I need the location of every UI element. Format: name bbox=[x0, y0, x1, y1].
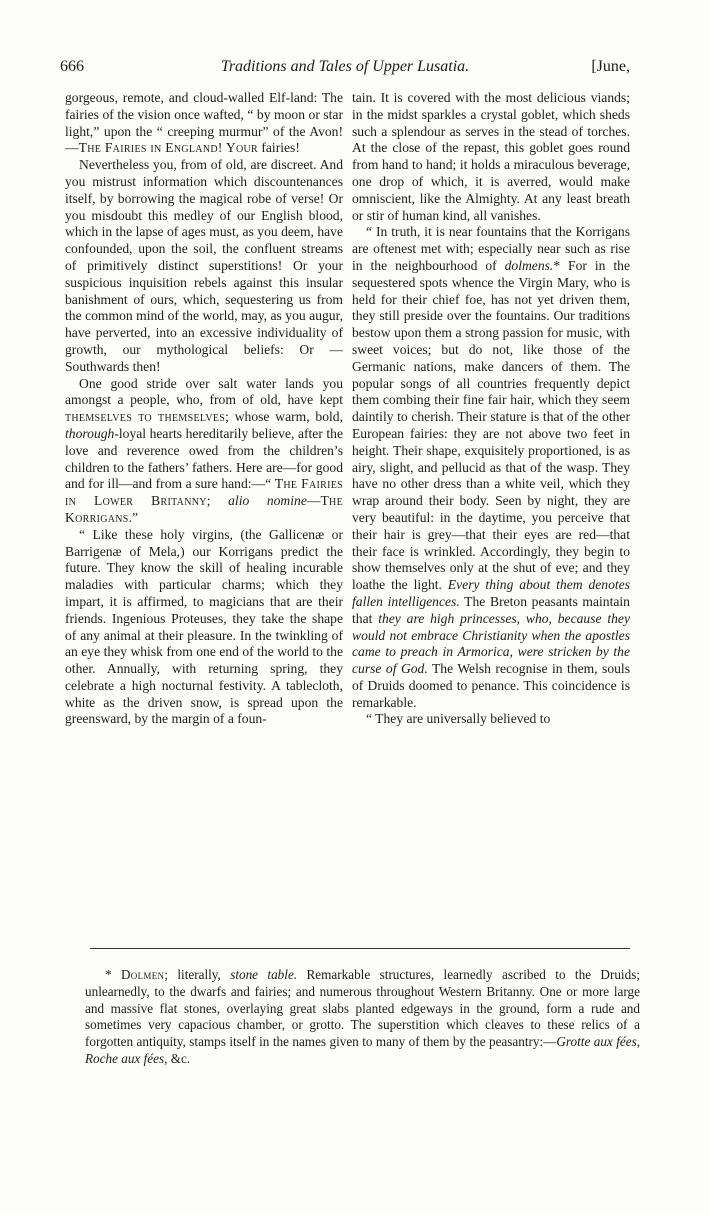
right-column bbox=[352, 90, 630, 728]
page-number: 666 bbox=[60, 58, 84, 75]
paragraph: Nevertheless you, from of old, are discreet. And you mistrust information which discountenances itself, by borrowing the magical robe of verse! Or you misdoubt this medley of our English blood, which in the lapse of ages must, as you deem, have confounded, upon the soil, the confluent streams of primitively distinct superstitions! Or your suspicious inquisition rebels against this insular banishment of ours, which, sequestering us from the common mind of the world, may, as you augur, have perverted, into an excessive individuality of growth, our mythological beliefs: Or —Southwards then! bbox=[65, 157, 343, 374]
paragraph: “ In truth, it is near fountains that the Korrigans are oftenest met with; especially near such as rise in the neighbourhood of dolmens.* For in the sequestered spots whence the Virgin Mary, who is held for their chief foe, has not yet driven them, they still preside over the fountains. Our traditions bestow upon them a strong passion for music, with sweet voices; but do not, like those of the Germanic nations, make dancers of them. The popular songs of all countries frequently depict them combing their fine fair hair, which they seem daintily to cherish. Their stature is that of the other European fairies: they are not above two feet in height. Their shape, exquisitely proportioned, is as airy, slight, and pellucid as that of the wasp. They have no other dress than a white veil, which they wrap around their body. Seen by night, they are very beautiful: in the daytime, you perceive that their hair is grey—that their eyes are red—that their face is wrinkled. Accordingly, they begin to show themselves only at the shut of eve; and they loathe the light. Every thing about them denotes fallen intelligences. The Breton peasants maintain that they are high princesses, who, because they would not embrace Christianity when the apostles came to preach in Armorica, were stricken by the curse of God. The Welsh recognise in them, souls of Druids doomed to penance. This coincidence is remarkable. bbox=[352, 224, 631, 710]
header-month: [June, bbox=[591, 58, 630, 75]
footnote-text: * Dolmen; literally, stone table. Remarkable structures, learnedly ascribed to the Druids; unlearnedly, to the dwarfs and fairies; and numerous throughout Western Britanny. One or more large and massive flat stones, overlaying great slabs planted edgeways in the ground, form a rude and sometimes very capacious chamber, or grotto. The superstition which cleaves to these relics of a forgotten antiquity, stamps itself in the names given to many of them by the peasantry:—Grotte aux fées, Roche aux fées, &c. bbox=[85, 967, 640, 1066]
footnote-reference: dolmens. bbox=[504, 257, 554, 273]
running-header bbox=[60, 58, 630, 82]
footnote bbox=[85, 967, 640, 1068]
paragraph: One good stride over salt water lands you amongst a people, who, from of old, have kept themselves to themselves; whose warm, bold, thorough-loyal hearts hereditarily believe, after the love and reverence owed from the children’s children to the fathers’ fathers. Here are—for good and for ill—and from a sure hand:—“ The Fairies in Lower Britanny; alio nomine—The Korrigans.” bbox=[65, 375, 343, 525]
paragraph: “ Like these holy virgins, (the Gallicenæ or Barrigenæ of Mela,) our Korrigans predict the future. They know the skill of healing incurable maladies with particular charms; which they impart, it is affirmed, to magicians that are their friends. Ingenious Proteuses, they take the shape of any animal at their pleasure. In the twinkling of an eye they whisk from one end of the world to the other. Annually, with returning spring, they celebrate a high nocturnal festivity. A tablecloth, white as the driven snow, is spread upon the greensward, by the margin of a foun- bbox=[65, 526, 343, 727]
footnote-divider bbox=[90, 948, 630, 949]
paragraph: tain. It is covered with the most delicious viands; in the midst sparkles a crystal goblet, which sheds such a splendour as serves in the stead of torches. At the close of the repast, this goblet goes round from hand to hand; it holds a miraculous beverage, one drop of which, it is averred, would make omniscient, like the Almighty. At any least breath or stir of human kind, all vanishes. bbox=[352, 90, 630, 223]
paragraph: “ They are universally believed to bbox=[366, 711, 551, 727]
running-title: Traditions and Tales of Upper Lusatia. bbox=[220, 58, 470, 75]
paragraph: gorgeous, remote, and cloud-walled Elf-land: The fairies of the vision once wafted, “ by moon or star light,” upon the “ creeping murmur” of the Avon!—The Fairies in England! Your fairies! bbox=[65, 90, 343, 156]
left-column bbox=[65, 90, 343, 728]
